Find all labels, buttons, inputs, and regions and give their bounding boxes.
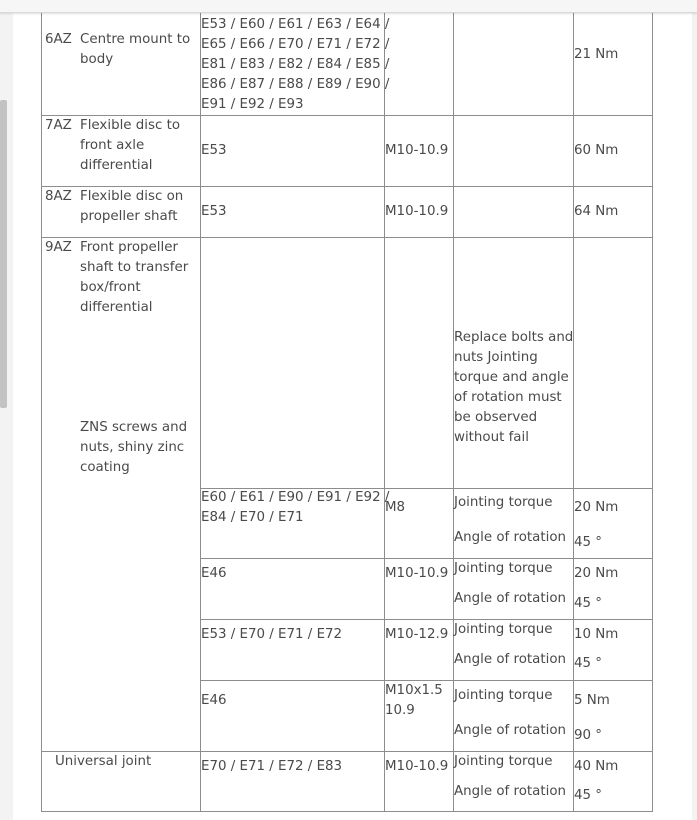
jointing-torque-label: Jointing torque [454,561,553,576]
jointing-torque-label: Jointing torque [454,754,553,769]
model-list: E53 [201,143,227,158]
angle-of-rotation-label: Angle of rotation [454,784,567,799]
row-subdescription: nuts, shiny zinc [80,440,185,455]
row-description: propeller shaft [80,209,178,224]
angle-of-rotation-label: Angle of rotation [454,530,567,545]
row-code: 8AZ [45,189,72,204]
row-description: box/front [80,280,141,295]
model-list: E70 / E71 / E72 / E83 [201,759,343,774]
instruction-note: nuts Jointing [454,350,538,365]
model-list: E53 / E60 / E61 / E63 / E64 / [201,17,390,32]
vertical-scrollbar[interactable] [0,100,7,408]
row-code: 7AZ [45,118,72,133]
angle-value: 45 ° [574,535,602,550]
torque-value: 40 Nm [574,759,619,774]
instruction-note: without fail [454,430,529,445]
bolt-spec: M10-10.9 [385,759,449,774]
row-description: Centre mount to [80,32,191,47]
row-description: Flexible disc to [80,118,181,133]
angle-value: 45 ° [574,596,602,611]
instruction-note: torque and angle [454,370,569,385]
row-description: front axle [80,138,145,153]
table-border-right [652,0,653,812]
bolt-spec: M8 [385,500,406,515]
angle-value: 45 ° [574,656,602,671]
row-description: Flexible disc on [80,189,184,204]
row-subdescription: ZNS screws and [80,420,188,435]
table-border-left [41,0,42,812]
torque-value: 10 Nm [574,627,619,642]
instruction-note: be observed [454,410,538,425]
torque-value: 60 Nm [574,143,619,158]
jointing-torque-label: Jointing torque [454,495,553,510]
row-code: 9AZ [45,240,72,255]
model-list: E86 / E87 / E88 / E89 / E90 / [201,77,390,92]
angle-value: 45 ° [574,788,602,803]
model-list: E81 / E83 / E82 / E84 / E85 / [201,57,390,72]
bolt-spec: M10-10.9 [385,143,449,158]
torque-value: 5 Nm [574,693,610,708]
bolt-spec: M10-10.9 [385,204,449,219]
model-list: E46 [201,566,227,581]
row-description: differential [80,300,153,315]
model-list: E53 [201,204,227,219]
row-divider [200,619,653,620]
instruction-note: of rotation must [454,390,562,405]
angle-of-rotation-label: Angle of rotation [454,591,567,606]
model-list: E53 / E70 / E71 / E72 [201,627,343,642]
row-description: differential [80,158,153,173]
instruction-note: Replace bolts and [454,330,574,345]
jointing-torque-label: Jointing torque [454,688,553,703]
top-toolbar [0,0,697,13]
torque-value: 20 Nm [574,566,619,581]
bolt-spec: 10.9 [385,703,415,718]
row-code: 6AZ [45,32,72,47]
angle-value: 90 ° [574,728,602,743]
torque-value: 21 Nm [574,47,619,62]
model-list: E84 / E70 / E71 [201,510,304,525]
row-divider [200,558,653,559]
angle-of-rotation-label: Angle of rotation [454,723,567,738]
model-list: E60 / E61 / E90 / E91 / E92 / [201,490,390,505]
bolt-spec: M10-12.9 [385,627,449,642]
model-list: E65 / E66 / E70 / E71 / E72 / [201,37,390,52]
model-list: E46 [201,693,227,708]
row-description: Universal joint [55,754,152,769]
row-description: Front propeller [80,240,178,255]
row-subdescription: coating [80,460,130,475]
model-list: E91 / E92 / E93 [201,97,304,112]
torque-value: 20 Nm [574,500,619,515]
jointing-torque-label: Jointing torque [454,622,553,637]
table-border-bottom [41,811,653,812]
row-description: body [80,52,114,67]
bolt-spec: M10-10.9 [385,566,449,581]
row-description: shaft to transfer [80,260,189,275]
torque-value: 64 Nm [574,204,619,219]
angle-of-rotation-label: Angle of rotation [454,652,567,667]
torque-spec-table [13,0,692,820]
bolt-spec: M10x1.5 [385,683,443,698]
